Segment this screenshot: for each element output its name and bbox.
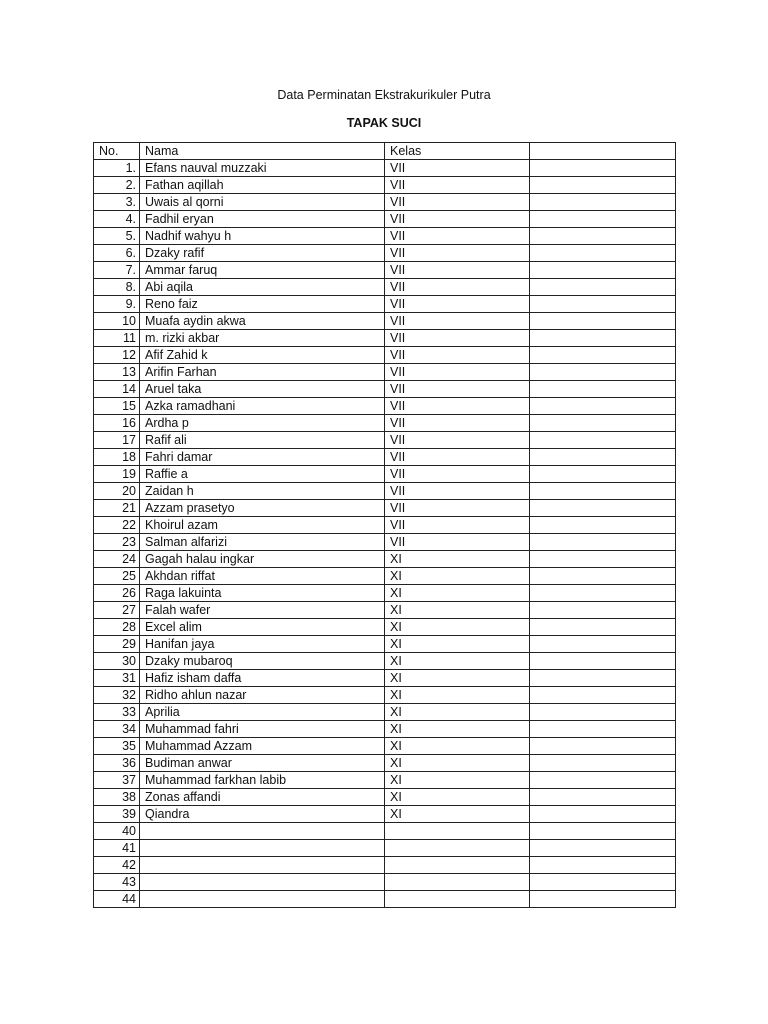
- table-row: [94, 704, 676, 721]
- row-extra: [530, 534, 676, 551]
- row-extra: [530, 194, 676, 211]
- row-extra: [530, 823, 676, 840]
- row-number: 34: [94, 721, 140, 738]
- row-number: 20: [94, 483, 140, 500]
- row-extra: [530, 602, 676, 619]
- row-number: 31: [94, 670, 140, 687]
- row-kelas: VII: [385, 245, 530, 262]
- row-kelas: VII: [385, 330, 530, 347]
- row-name: Raffie a: [140, 466, 385, 483]
- row-extra: [530, 432, 676, 449]
- row-name: Efans nauval muzzaki: [140, 160, 385, 177]
- row-name: Gagah halau ingkar: [140, 551, 385, 568]
- row-number: 14: [94, 381, 140, 398]
- row-extra: [530, 789, 676, 806]
- row-number: 41: [94, 840, 140, 857]
- table-row: [94, 330, 676, 347]
- row-number: 7.: [94, 262, 140, 279]
- row-extra: [530, 262, 676, 279]
- row-number: 12: [94, 347, 140, 364]
- header-extra: [530, 143, 676, 160]
- row-number: 36: [94, 755, 140, 772]
- table-row: [94, 296, 676, 313]
- row-name: Raga lakuinta: [140, 585, 385, 602]
- table-row: [94, 245, 676, 262]
- row-kelas: VII: [385, 211, 530, 228]
- row-kelas: [385, 891, 530, 908]
- row-number: 17: [94, 432, 140, 449]
- row-name: Fahri damar: [140, 449, 385, 466]
- row-name: Aruel taka: [140, 381, 385, 398]
- row-name: Fathan aqillah: [140, 177, 385, 194]
- row-extra: [530, 857, 676, 874]
- table-row: [94, 415, 676, 432]
- row-extra: [530, 874, 676, 891]
- row-kelas: XI: [385, 653, 530, 670]
- row-kelas: XI: [385, 585, 530, 602]
- row-number: 25: [94, 568, 140, 585]
- header-name: Nama: [140, 143, 385, 160]
- row-name: Uwais al qorni: [140, 194, 385, 211]
- row-name: Muhammad farkhan labib: [140, 772, 385, 789]
- table-row: [94, 432, 676, 449]
- table-row: [94, 364, 676, 381]
- row-extra: [530, 381, 676, 398]
- table-row: [94, 466, 676, 483]
- table-row: [94, 755, 676, 772]
- row-number: 37: [94, 772, 140, 789]
- row-kelas: VII: [385, 194, 530, 211]
- table-row: [94, 160, 676, 177]
- row-extra: [530, 568, 676, 585]
- table-body: [94, 160, 676, 908]
- row-extra: [530, 483, 676, 500]
- row-number: 33: [94, 704, 140, 721]
- table-row: [94, 483, 676, 500]
- row-kelas: VII: [385, 296, 530, 313]
- table-row: [94, 313, 676, 330]
- row-kelas: VII: [385, 347, 530, 364]
- row-number: 40: [94, 823, 140, 840]
- row-extra: [530, 279, 676, 296]
- row-name: m. rizki akbar: [140, 330, 385, 347]
- row-name: Excel alim: [140, 619, 385, 636]
- row-number: 4.: [94, 211, 140, 228]
- row-kelas: XI: [385, 636, 530, 653]
- table-row: [94, 738, 676, 755]
- row-kelas: VII: [385, 262, 530, 279]
- row-extra: [530, 296, 676, 313]
- row-kelas: VII: [385, 432, 530, 449]
- row-number: 21: [94, 500, 140, 517]
- row-extra: [530, 449, 676, 466]
- row-kelas: VII: [385, 483, 530, 500]
- row-extra: [530, 891, 676, 908]
- row-name: Azzam prasetyo: [140, 500, 385, 517]
- row-name: Aprilia: [140, 704, 385, 721]
- table-row: [94, 568, 676, 585]
- row-kelas: XI: [385, 670, 530, 687]
- row-kelas: [385, 840, 530, 857]
- row-name: Hanifan jaya: [140, 636, 385, 653]
- row-kelas: XI: [385, 551, 530, 568]
- row-extra: [530, 466, 676, 483]
- row-extra: [530, 738, 676, 755]
- row-kelas: XI: [385, 721, 530, 738]
- row-name: Muhammad fahri: [140, 721, 385, 738]
- row-number: 13: [94, 364, 140, 381]
- row-name: Qiandra: [140, 806, 385, 823]
- row-number: 26: [94, 585, 140, 602]
- table-row: [94, 874, 676, 891]
- row-extra: [530, 772, 676, 789]
- table-row: [94, 721, 676, 738]
- row-extra: [530, 500, 676, 517]
- table-row: [94, 228, 676, 245]
- row-name: [140, 840, 385, 857]
- document-subtitle: TAPAK SUCI: [346, 116, 422, 130]
- row-number: 16: [94, 415, 140, 432]
- row-number: 42: [94, 857, 140, 874]
- row-number: 35: [94, 738, 140, 755]
- row-name: Abi aqila: [140, 279, 385, 296]
- table-row: [94, 789, 676, 806]
- row-name: Falah wafer: [140, 602, 385, 619]
- row-kelas: VII: [385, 398, 530, 415]
- row-name: Dzaky mubaroq: [140, 653, 385, 670]
- row-name: [140, 823, 385, 840]
- row-name: Muhammad Azzam: [140, 738, 385, 755]
- row-kelas: VII: [385, 313, 530, 330]
- table-row: [94, 177, 676, 194]
- row-name: [140, 891, 385, 908]
- row-extra: [530, 398, 676, 415]
- row-number: 23: [94, 534, 140, 551]
- row-extra: [530, 619, 676, 636]
- table-row: [94, 534, 676, 551]
- member-table: [93, 142, 676, 908]
- row-number: 10: [94, 313, 140, 330]
- row-number: 11: [94, 330, 140, 347]
- table-row: [94, 653, 676, 670]
- row-kelas: [385, 823, 530, 840]
- row-name: Zaidan h: [140, 483, 385, 500]
- row-extra: [530, 721, 676, 738]
- row-extra: [530, 313, 676, 330]
- row-extra: [530, 636, 676, 653]
- row-kelas: VII: [385, 381, 530, 398]
- header-no: No.: [94, 143, 140, 160]
- row-name: Zonas affandi: [140, 789, 385, 806]
- table-row: [94, 279, 676, 296]
- table-row: [94, 211, 676, 228]
- table-row: [94, 636, 676, 653]
- row-number: 8.: [94, 279, 140, 296]
- row-name: Rafif ali: [140, 432, 385, 449]
- row-extra: [530, 806, 676, 823]
- row-kelas: XI: [385, 568, 530, 585]
- row-extra: [530, 211, 676, 228]
- row-extra: [530, 670, 676, 687]
- table-row: [94, 891, 676, 908]
- table-row: [94, 347, 676, 364]
- row-kelas: VII: [385, 279, 530, 296]
- row-kelas: XI: [385, 789, 530, 806]
- table-row: [94, 381, 676, 398]
- row-name: Ammar faruq: [140, 262, 385, 279]
- row-extra: [530, 551, 676, 568]
- row-extra: [530, 517, 676, 534]
- row-number: 22: [94, 517, 140, 534]
- row-extra: [530, 687, 676, 704]
- row-name: Afif Zahid k: [140, 347, 385, 364]
- table-header-row: [94, 143, 676, 160]
- row-kelas: XI: [385, 755, 530, 772]
- row-name: Akhdan riffat: [140, 568, 385, 585]
- row-name: Dzaky rafif: [140, 245, 385, 262]
- table-row: [94, 687, 676, 704]
- row-kelas: VII: [385, 449, 530, 466]
- row-extra: [530, 704, 676, 721]
- row-extra: [530, 160, 676, 177]
- row-extra: [530, 177, 676, 194]
- row-number: 39: [94, 806, 140, 823]
- table-row: [94, 840, 676, 857]
- row-number: 9.: [94, 296, 140, 313]
- row-kelas: XI: [385, 602, 530, 619]
- row-kelas: VII: [385, 415, 530, 432]
- row-name: [140, 857, 385, 874]
- row-number: 1.: [94, 160, 140, 177]
- row-name: [140, 874, 385, 891]
- row-kelas: XI: [385, 704, 530, 721]
- row-name: Nadhif wahyu h: [140, 228, 385, 245]
- table-row: [94, 500, 676, 517]
- row-kelas: VII: [385, 177, 530, 194]
- table-row: [94, 585, 676, 602]
- row-number: 32: [94, 687, 140, 704]
- table-row: [94, 449, 676, 466]
- row-name: Salman alfarizi: [140, 534, 385, 551]
- row-name: Fadhil eryan: [140, 211, 385, 228]
- row-number: 6.: [94, 245, 140, 262]
- row-number: 43: [94, 874, 140, 891]
- row-number: 19: [94, 466, 140, 483]
- table-row: [94, 619, 676, 636]
- row-name: Ridho ahlun nazar: [140, 687, 385, 704]
- row-kelas: XI: [385, 619, 530, 636]
- row-kelas: XI: [385, 738, 530, 755]
- row-name: Budiman anwar: [140, 755, 385, 772]
- table-row: [94, 262, 676, 279]
- table-row: [94, 806, 676, 823]
- table-row: [94, 772, 676, 789]
- row-number: 38: [94, 789, 140, 806]
- row-name: Azka ramadhani: [140, 398, 385, 415]
- row-kelas: VII: [385, 160, 530, 177]
- row-extra: [530, 653, 676, 670]
- row-name: Hafiz isham daffa: [140, 670, 385, 687]
- row-number: 29: [94, 636, 140, 653]
- row-name: Arifin Farhan: [140, 364, 385, 381]
- row-extra: [530, 840, 676, 857]
- table-row: [94, 517, 676, 534]
- row-kelas: VII: [385, 517, 530, 534]
- table-row: [94, 670, 676, 687]
- row-extra: [530, 228, 676, 245]
- row-kelas: VII: [385, 466, 530, 483]
- row-number: 3.: [94, 194, 140, 211]
- table-row: [94, 551, 676, 568]
- row-extra: [530, 330, 676, 347]
- row-kelas: XI: [385, 806, 530, 823]
- row-kelas: VII: [385, 228, 530, 245]
- row-kelas: [385, 874, 530, 891]
- row-number: 44: [94, 891, 140, 908]
- row-number: 5.: [94, 228, 140, 245]
- row-kelas: [385, 857, 530, 874]
- table-row: [94, 823, 676, 840]
- row-kelas: XI: [385, 772, 530, 789]
- row-number: 2.: [94, 177, 140, 194]
- row-name: Ardha p: [140, 415, 385, 432]
- row-name: Reno faiz: [140, 296, 385, 313]
- row-name: Muafa aydin akwa: [140, 313, 385, 330]
- row-number: 28: [94, 619, 140, 636]
- row-extra: [530, 364, 676, 381]
- row-number: 27: [94, 602, 140, 619]
- row-extra: [530, 585, 676, 602]
- table-row: [94, 602, 676, 619]
- row-number: 30: [94, 653, 140, 670]
- row-number: 15: [94, 398, 140, 415]
- row-kelas: VII: [385, 364, 530, 381]
- row-extra: [530, 415, 676, 432]
- row-extra: [530, 755, 676, 772]
- header-kelas: Kelas: [385, 143, 530, 160]
- row-number: 18: [94, 449, 140, 466]
- table-row: [94, 398, 676, 415]
- row-kelas: VII: [385, 500, 530, 517]
- row-kelas: XI: [385, 687, 530, 704]
- row-extra: [530, 347, 676, 364]
- table-row: [94, 194, 676, 211]
- row-number: 24: [94, 551, 140, 568]
- table-row: [94, 857, 676, 874]
- row-name: Khoirul azam: [140, 517, 385, 534]
- document-title: Data Perminatan Ekstrakurikuler Putra: [277, 88, 491, 102]
- row-kelas: VII: [385, 534, 530, 551]
- row-extra: [530, 245, 676, 262]
